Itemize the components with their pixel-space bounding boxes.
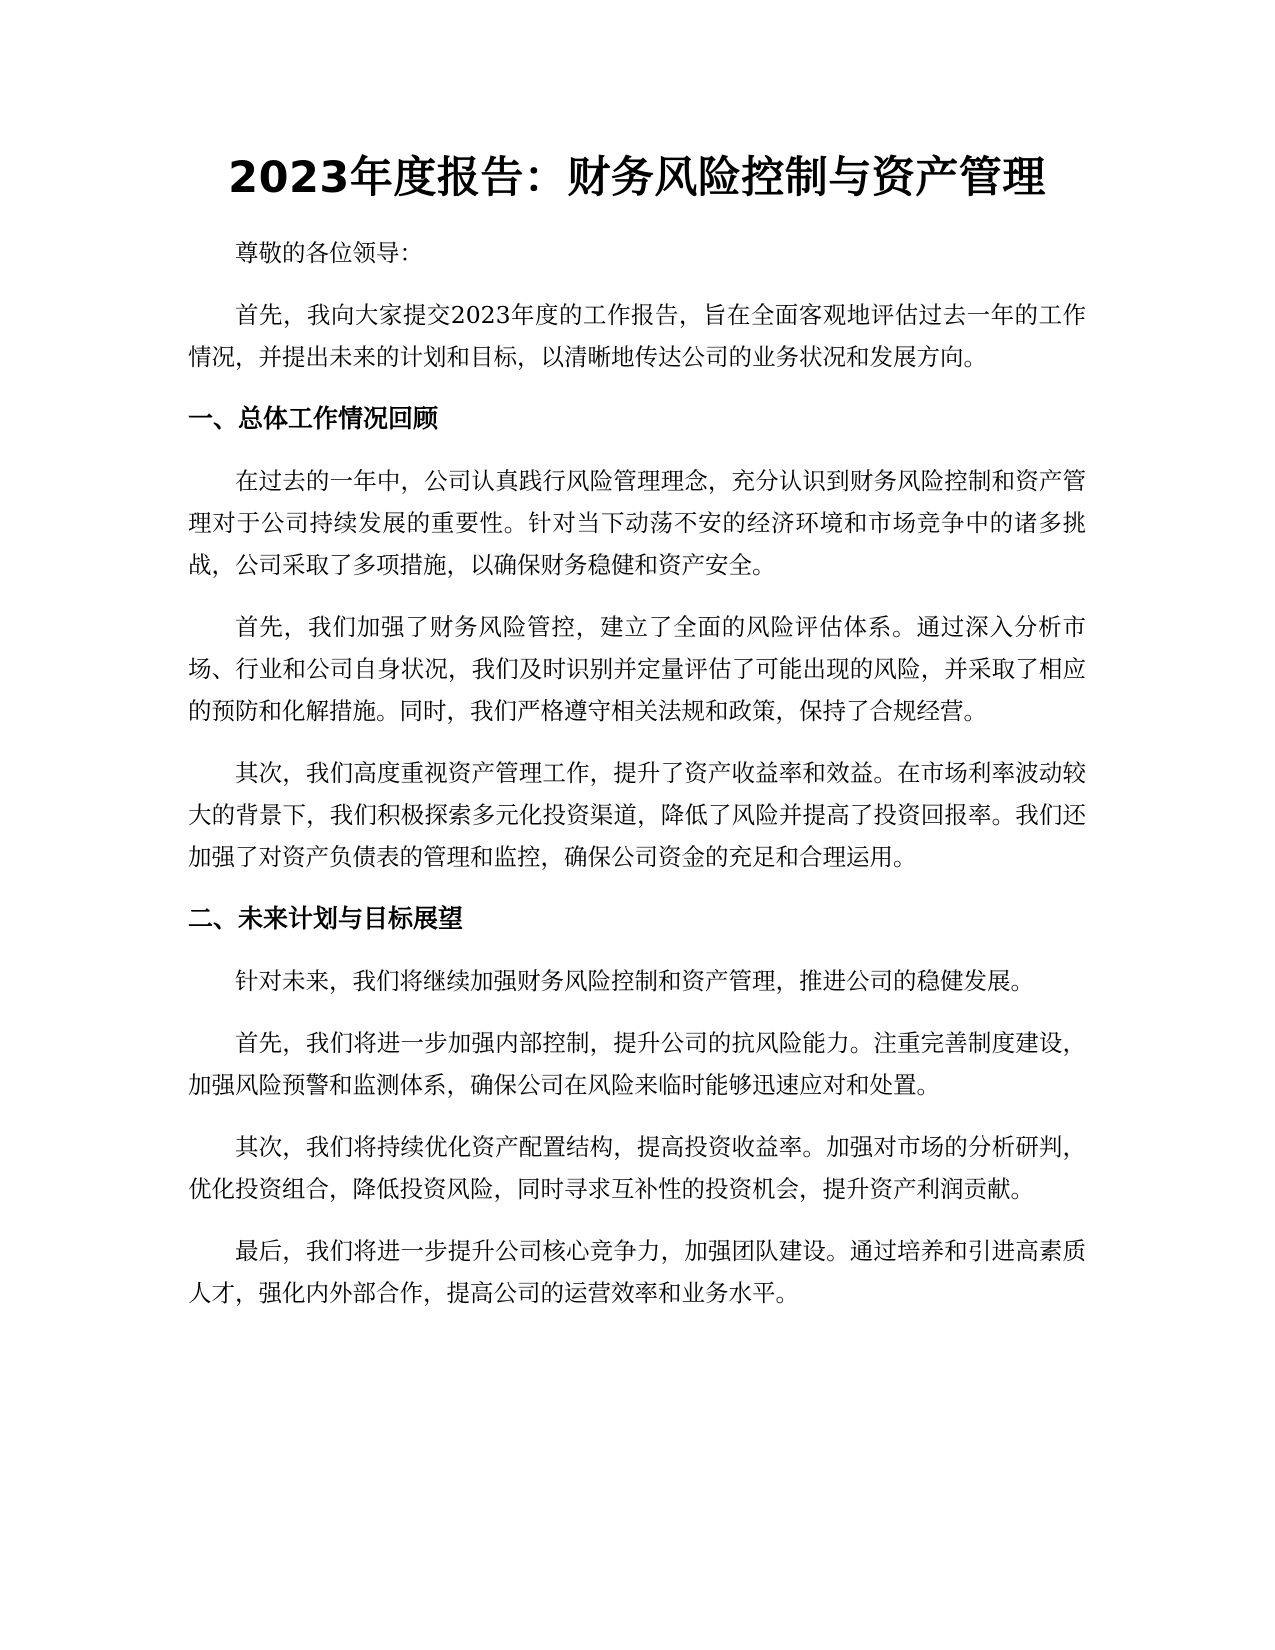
section-heading-outlook: 二、未来计划与目标展望: [188, 904, 464, 933]
outlook-paragraph: 最后，我们将进一步提升公司核心竞争力，加强团队建设。通过培养和引进高素质人才，强化内外部合作，提高公司的运营效率和业务水平。: [188, 1237, 1086, 1307]
review-paragraph: 其次，我们高度重视资产管理工作，提升了资产收益率和效益。在市场利率波动较大的背景下，我们积极探索多元化投资渠道，降低了风险并提高了投资回报率。我们还加强了对资产负债表的管理和监控，确保公司资金的充足和合理运用。: [188, 759, 1086, 871]
outlook-paragraph: 首先，我们将进一步加强内部控制，提升公司的抗风险能力。注重完善制度建设，加强风险预警和监测体系，确保公司在风险来临时能够迅速应对和处置。: [188, 1029, 1086, 1099]
intro-paragraph: 首先，我向大家提交2023年度的工作报告，旨在全面客观地评估过去一年的工作情况，并提出未来的计划和目标，以清晰地传达公司的业务状况和发展方向。: [188, 301, 1086, 371]
review-paragraph: 首先，我们加强了财务风险管控，建立了全面的风险评估体系。通过深入分析市场、行业和公司自身状况，我们及时识别并定量评估了可能出现的风险，并采取了相应的预防和化解措施。同时，我们严格遵守相关法规和政策，保持了合规经营。: [188, 613, 1086, 725]
outlook-paragraph: 其次，我们将持续优化资产配置结构，提高投资收益率。加强对市场的分析研判，优化投资组合，降低投资风险，同时寻求互补性的投资机会，提升资产利润贡献。: [188, 1133, 1086, 1203]
document-body: [188, 146, 1086, 1334]
review-paragraph: 在过去的一年中，公司认真践行风险管理理念，充分认识到财务风险控制和资产管理对于公司持续发展的重要性。针对当下动荡不安的经济环境和市场竞争中的诸多挑战，公司采取了多项措施，以确保财务稳健和资产安全。: [188, 467, 1086, 579]
document-title: 2023年度报告：财务风险控制与资产管理: [228, 153, 1046, 203]
section-heading-review: 一、总体工作情况回顾: [188, 404, 439, 433]
salutation: 尊敬的各位领导：: [235, 239, 423, 267]
outlook-paragraph: 针对未来，我们将继续加强财务风险控制和资产管理，推进公司的稳健发展。: [235, 967, 1034, 995]
